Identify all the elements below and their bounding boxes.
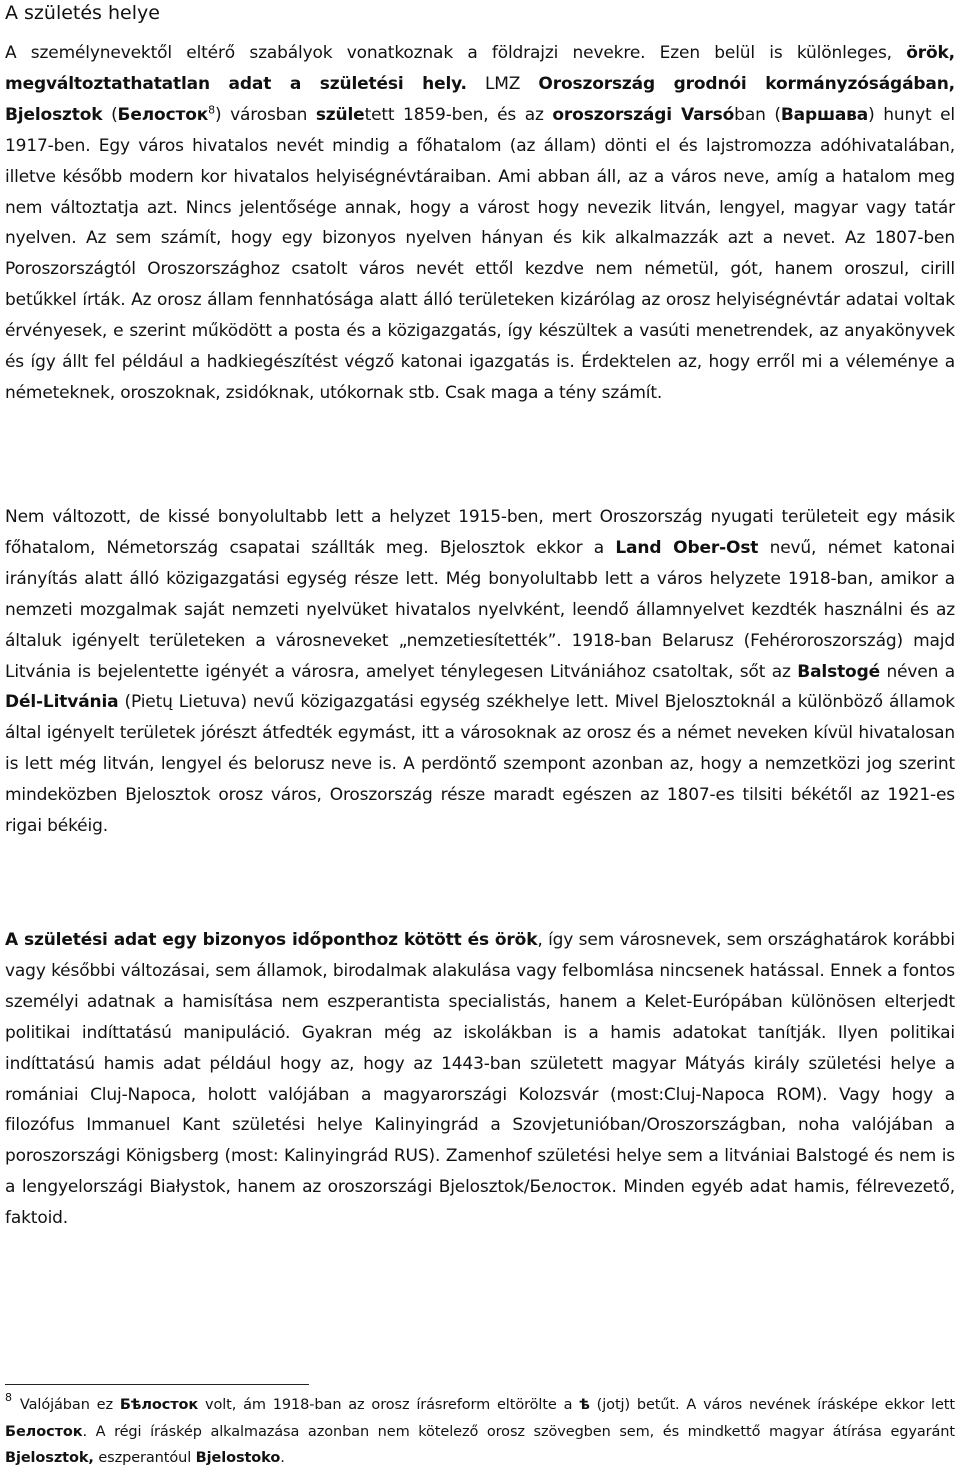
footnote-divider bbox=[5, 1384, 309, 1385]
bold-text: oroszországi Varsó bbox=[552, 104, 735, 125]
bold-text: szüle bbox=[315, 104, 365, 125]
text-run: ) városban bbox=[214, 104, 316, 125]
footnote-number: 8 bbox=[5, 1391, 12, 1404]
document-page bbox=[5, 0, 956, 1466]
bold-text: Balstogé bbox=[797, 661, 880, 682]
text-run: ban ( bbox=[734, 104, 781, 125]
section-heading: A születés helye bbox=[5, 2, 160, 24]
bold-text: ѣ bbox=[579, 1397, 590, 1413]
paragraph-2 bbox=[5, 502, 955, 842]
bold-text: örök, megváltoztathatatlan adat a születési hely. bbox=[5, 43, 955, 94]
bold-text: Белосток bbox=[117, 104, 209, 125]
bold-text: Oroszország grodnói kormányzóságában, Bjelosztok bbox=[5, 73, 955, 125]
bold-text: Белосток bbox=[5, 1424, 83, 1440]
text-run: . bbox=[280, 1450, 285, 1466]
text-run: ) hunyt el 1917-ben. Egy város hivatalos nevét mindig a főhatalom (az állam) dönti el és lajstromozza adóhivatalában, illetve később modern kor hivatalos helyiségnévtáraiban. Ami abban áll, az a város neve, amíg a hatalom meg nem változtatja azt. Nincs jelentősége annak, hogy a várost hogy nevezik litván, lengyel, magyar vagy tatár nyelven. Az sem számít, hogy egy bizonyos nyelven hányan és kik alkalmazzák azt a nevet. Az 1807-ben Poroszországtól Oroszországhoz csatolt város nevét ettől kezdve nem németül, gót, hanem oroszul, cirill betűkkel írták. Az orosz állam fennhatósága alatt álló területeken kizárólag az orosz helyiségnévtár adatai voltak érvényesek, e szerint működött a posta és a közigazgatás, így készültek a vasúti menetrendek, az anyakönyvek és így állt fel például a hadkiegészítést végző katonai igazgatás is. Érdektelen az, hogy erről mi a véleménye a németeknek, oroszoknak, zsidóknak, utókornak stb. Csak maga a tény számít. bbox=[5, 104, 956, 403]
bold-text: Бѣлосток bbox=[119, 1397, 199, 1413]
bold-text: A születési adat egy bizonyos időponthoz kötött és örök bbox=[5, 930, 538, 950]
paragraph-1 bbox=[5, 38, 955, 409]
bold-text: Land Ober-Ost bbox=[615, 537, 759, 558]
text-run: (jotj) betűt. A város nevének írásképe ekkor lett bbox=[589, 1397, 955, 1413]
text-run: ( bbox=[102, 104, 118, 125]
text-run: nevű, német katonai irányítás alatt álló közigazgatási egység része lett. Még bonyolultabb lett a város helyzete 1918-ban, amikor a nemzeti mozgalmak saját nemzeti nyelvüket hivatalos nyelvként, leendő államnyelvet kezdték használni és az általuk igényelt területeken a városneveket „nemzetiesítették”. 1918-ban Belarusz (Fehéroroszország) majd Litvánia is bejelentette igényét a városra, amelyet ténylegesen Litvániához csatoltak, sőt az bbox=[5, 537, 955, 682]
text-run: . A régi íráskép alkalmazása azonban nem kötelező orosz szövegben sem, és mindkettő magyar átírása egyaránt bbox=[82, 1424, 955, 1440]
paragraph-3 bbox=[5, 925, 955, 1234]
bold-text: Bjelosztok, bbox=[5, 1450, 94, 1466]
text-run: A személynevektől eltérő szabályok vonatkoznak a földrajzi nevekre. Ezen belül is különleges, bbox=[5, 43, 907, 63]
text-run: eszperantóul bbox=[93, 1450, 196, 1466]
footnote bbox=[5, 1392, 955, 1471]
bold-text: Dél-Litvánia bbox=[5, 692, 119, 713]
text-run: volt, ám 1918-ban az orosz írásreform eltörölte a bbox=[198, 1397, 580, 1413]
text-run: néven a bbox=[879, 661, 955, 682]
text-run: LMZ bbox=[466, 73, 539, 94]
bold-text: Варшава bbox=[780, 104, 869, 125]
bold-text: Bjelostoko bbox=[195, 1450, 281, 1466]
text-run: Valójában ez bbox=[19, 1397, 120, 1413]
text-run: (Pietų Lietuva) nevű közigazgatási egység székhelye lett. Mivel Bjelosztoknál a különböző államok által igényelt területek jórészt átfedték egymást, itt a városoknak az orosz és a német neveken kívül hivatalosan is lett még litván, lengyel és belorusz neve is. A perdöntő szempont azonban az, hogy a nemzetközi jog szerint mindeközben Bjelosztok orosz város, Oroszország része maradt egészen az 1807-es tilsiti békétől az 1921-es rigai békéig. bbox=[5, 692, 955, 837]
footnote-reference[interactable]: 8 bbox=[208, 103, 215, 117]
text-run: , így sem városnevek, sem országhatárok korábbi vagy későbbi változásai, sem államok, birodalmak alakulása vagy felbomlása nincsenek hatással. Ennek a fontos személyi adatnak a hamisítása nem eszperantista specialistás, hanem a Kelet-Európában különösen elterjedt politikai indíttatású manipuláció. Gyakran még az iskolákban is a hamis adatokat tanítják. Ilyen politikai indíttatású hamis adat például hogy az, hogy az 1443-ban született magyar Mátyás király születési helye a romániai Cluj-Napoca, holott valójában a magyarországi Kolozsvár (most:Cluj-Napoca ROM). Vagy hogy a filozófus Immanuel Kant születési helye Kalinyingrád a Szovjetunióban/Oroszországban, noha valójában a poroszországi Königsberg (most: Kalinyingrád RUS). Zamenhof születési helye sem a litvániai Balstogé és nem is a lengyelországi Białystok, hanem az oroszországi Bjelosztok/Белосток. Minden egyéb adat hamis, félrevezető, faktoid. bbox=[5, 930, 955, 1229]
text-run: Nem változott, de kissé bonyolultabb lett a helyzet 1915-ben, mert Oroszország nyugati területeit egy másik főhatalom, Németország csapatai szállták meg. Bjelosztok ekkor a bbox=[5, 507, 955, 558]
text-run: tett 1859-ben, és az bbox=[364, 104, 553, 125]
